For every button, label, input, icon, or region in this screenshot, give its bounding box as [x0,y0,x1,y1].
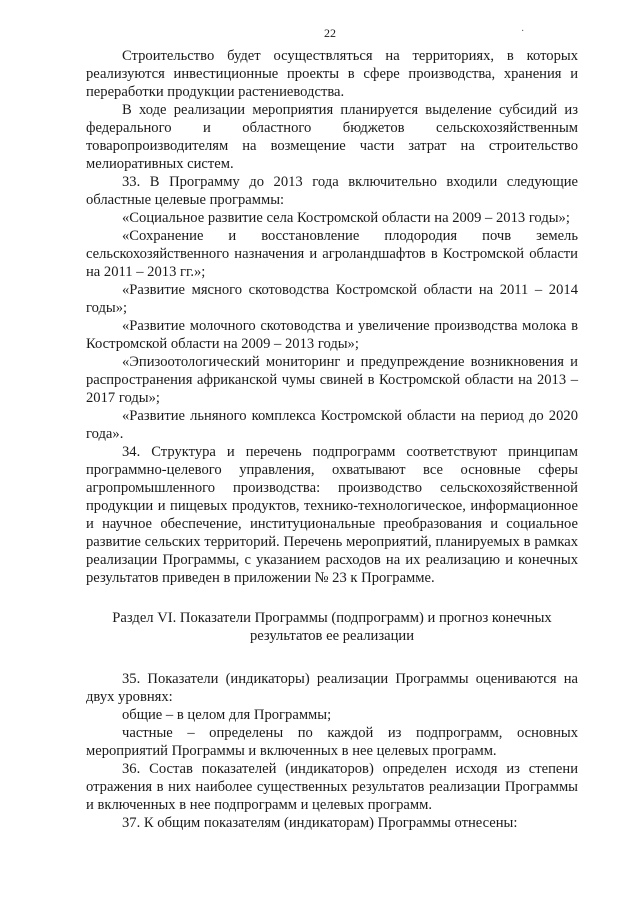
section-heading-line: Раздел VI. Показатели Программы (подпрограмм) и прогноз конечных [112,610,552,626]
section-heading [86,609,578,645]
paragraph: Строительство будет осуществляться на территориях, в которых реализуются инвестиционные проекты в сфере производства, хранения и переработки продукции растениеводства. [86,48,578,100]
paragraph: 33. В Программу до 2013 года включительно входили следующие областные целевые программы: [86,174,578,208]
section-heading-line: результатов ее реализации [249,628,415,644]
program-item: «Развитие молочного скотоводства и увеличение производства молока в Костромской области на 2009 – 2013 годы»; [86,318,578,352]
program-item: «Развитие льняного комплекса Костромской области на период до 2020 года». [86,408,578,442]
list-item: частные – определены по каждой из подпрограмм, основных мероприятий Программы и включенных в нее целевых программ. [86,725,578,759]
paragraph: 36. Состав показателей (индикаторов) определен исходя из степени отражения в них наиболее существенных результатов реализации Программы и включенных в нее подпрограмм и целевых программ. [86,761,578,813]
document-body [86,47,578,832]
scan-mark: · [521,26,525,37]
program-item: «Сохранение и восстановление плодородия почв земель сельскохозяйственного назначения и агроландшафтов в Костромской области на 2011 – 2013 гг.»; [86,228,578,280]
program-item: «Развитие мясного скотоводства Костромской области на 2011 – 2014 годы»; [86,282,578,316]
paragraph: 34. Структура и перечень подпрограмм соответствуют принципам программно-целевого управления, охватывают все основные сферы агропромышленного производства: производство сельскохозяйственной продукции и пищевых продуктов, технико-технологическое, информационное и научное обеспечение, институциональные преобразования и социальное развитие сельских территорий. Перечень мероприятий, планируемых в рамках реализации Программы, с указанием расходов на их реализацию и конечных результатов приведен в приложении № 23 к Программе. [86,444,578,586]
paragraph: 37. К общим показателям (индикаторам) Программы отнесены: [122,815,518,831]
list-item: общие – в целом для Программы; [122,707,332,723]
paragraph: В ходе реализации мероприятия планируется выделение субсидий из федерального и областного бюджетов сельскохозяйственным товаропроизводителям на возмещение части затрат на строительство мелиоративных систем. [86,102,578,172]
program-item: «Социальное развитие села Костромской области на 2009 – 2013 годы»; [122,210,570,226]
paragraph: 35. Показатели (индикаторы) реализации Программы оцениваются на двух уровнях: [86,671,578,705]
page-number: 22 [324,26,336,40]
program-item: «Эпизоотологический мониторинг и предупреждение возникновения и распространения африканской чумы свиней в Костромской области на 2013 – 2017 годы»; [86,354,578,406]
